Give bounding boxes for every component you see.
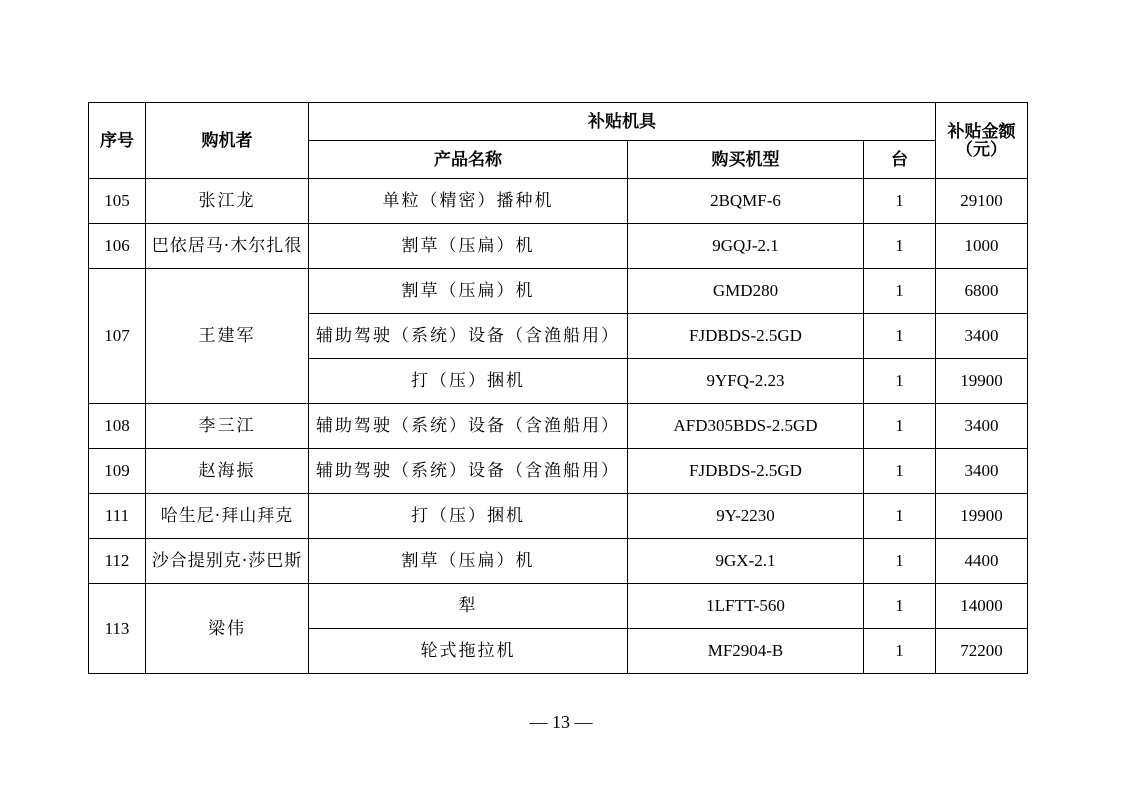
- cell-product: 犁: [309, 584, 628, 629]
- cell-product: 辅助驾驶（系统）设备（含渔船用）: [309, 314, 628, 359]
- table-row: [89, 449, 1028, 494]
- cell-units: 1: [864, 404, 936, 449]
- cell-amount: 3400: [936, 404, 1028, 449]
- page-number: — 13 —: [529, 712, 593, 732]
- cell-seq: 112: [89, 539, 146, 584]
- cell-model: AFD305BDS-2.5GD: [628, 404, 864, 449]
- header-seq: 序号: [89, 103, 146, 179]
- table-body: [89, 179, 1028, 674]
- cell-units: 1: [864, 314, 936, 359]
- cell-seq: 106: [89, 224, 146, 269]
- cell-model: FJDBDS-2.5GD: [628, 449, 864, 494]
- cell-buyer: 王建军: [146, 269, 309, 404]
- cell-model: 9GQJ-2.1: [628, 224, 864, 269]
- table-row: [89, 404, 1028, 449]
- cell-model: GMD280: [628, 269, 864, 314]
- cell-buyer: 赵海振: [146, 449, 309, 494]
- subsidy-table: [88, 102, 1028, 674]
- cell-buyer: 巴依居马·木尔扎很: [146, 224, 309, 269]
- cell-units: 1: [864, 359, 936, 404]
- cell-buyer: 哈生尼·拜山拜克: [146, 494, 309, 539]
- table-row: [89, 269, 1028, 314]
- cell-product: 打（压）捆机: [309, 359, 628, 404]
- cell-product: 割草（压扁）机: [309, 539, 628, 584]
- header-machine-group: 补贴机具: [309, 103, 936, 141]
- cell-product: 割草（压扁）机: [309, 269, 628, 314]
- cell-buyer: 张江龙: [146, 179, 309, 224]
- cell-seq: 113: [89, 584, 146, 674]
- cell-buyer: 李三江: [146, 404, 309, 449]
- cell-amount: 19900: [936, 359, 1028, 404]
- cell-model: 9YFQ-2.23: [628, 359, 864, 404]
- cell-model: 2BQMF-6: [628, 179, 864, 224]
- cell-amount: 3400: [936, 314, 1028, 359]
- header-units: 台: [864, 141, 936, 179]
- cell-product: 打（压）捆机: [309, 494, 628, 539]
- table-row: [89, 179, 1028, 224]
- table-header: [89, 103, 1028, 179]
- cell-amount: 3400: [936, 449, 1028, 494]
- cell-amount: 1000: [936, 224, 1028, 269]
- cell-amount: 6800: [936, 269, 1028, 314]
- header-amount: [936, 103, 1028, 179]
- cell-model: 1LFTT-560: [628, 584, 864, 629]
- cell-model: 9GX-2.1: [628, 539, 864, 584]
- cell-seq: 105: [89, 179, 146, 224]
- table-row: [89, 539, 1028, 584]
- cell-model: FJDBDS-2.5GD: [628, 314, 864, 359]
- cell-units: 1: [864, 494, 936, 539]
- cell-amount: 4400: [936, 539, 1028, 584]
- table-row: [89, 584, 1028, 629]
- cell-seq: 111: [89, 494, 146, 539]
- cell-units: 1: [864, 179, 936, 224]
- cell-units: 1: [864, 224, 936, 269]
- cell-units: 1: [864, 269, 936, 314]
- cell-product: 辅助驾驶（系统）设备（含渔船用）: [309, 449, 628, 494]
- cell-product: 辅助驾驶（系统）设备（含渔船用）: [309, 404, 628, 449]
- cell-product: 轮式拖拉机: [309, 629, 628, 674]
- cell-seq: 109: [89, 449, 146, 494]
- cell-product: 割草（压扁）机: [309, 224, 628, 269]
- cell-amount: 72200: [936, 629, 1028, 674]
- cell-units: 1: [864, 584, 936, 629]
- header-product-name: 产品名称: [309, 141, 628, 179]
- cell-product: 单粒（精密）播种机: [309, 179, 628, 224]
- cell-seq: 107: [89, 269, 146, 404]
- cell-units: 1: [864, 629, 936, 674]
- cell-units: 1: [864, 449, 936, 494]
- cell-buyer: 沙合提别克·莎巴斯: [146, 539, 309, 584]
- cell-units: 1: [864, 539, 936, 584]
- table-row: [89, 224, 1028, 269]
- cell-buyer: 梁伟: [146, 584, 309, 674]
- header-amount-label: 补贴金额（元）: [947, 121, 1016, 160]
- cell-amount: 14000: [936, 584, 1028, 629]
- header-buyer: 购机者: [146, 103, 309, 179]
- cell-seq: 108: [89, 404, 146, 449]
- table-row: [89, 494, 1028, 539]
- cell-model: MF2904-B: [628, 629, 864, 674]
- cell-amount: 29100: [936, 179, 1028, 224]
- cell-model: 9Y-2230: [628, 494, 864, 539]
- cell-amount: 19900: [936, 494, 1028, 539]
- header-model: 购买机型: [628, 141, 864, 179]
